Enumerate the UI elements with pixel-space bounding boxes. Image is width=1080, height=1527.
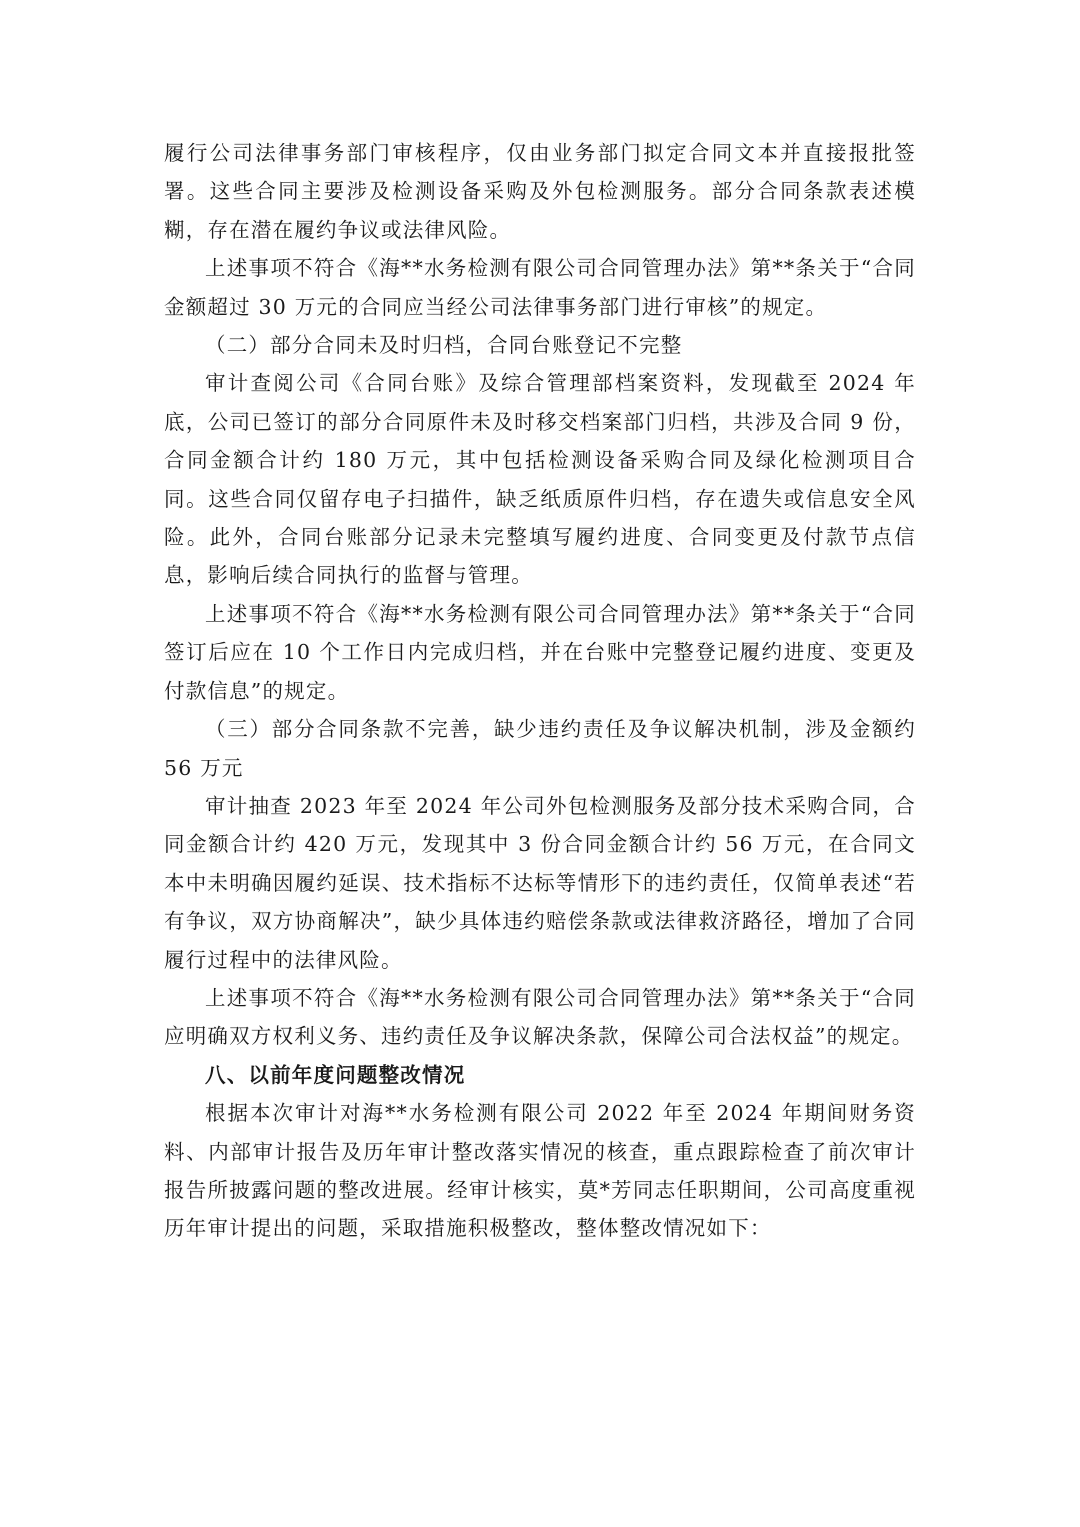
subheading-archiving: （二）部分合同未及时归档，合同台账登记不完整 [205, 333, 683, 358]
paragraph-contract-review: 履行公司法律事务部门审核程序，仅由业务部门拟定合同文本并直接报批签署。这些合同主要涉及检测设备采购及外包检测服务。部分合同条款表述模糊，存在潜在履约争议或法律风险。 [164, 141, 916, 242]
paragraph-regulation-terms: 上述事项不符合《海**水务检测有限公司合同管理办法》第**条关于“合同应明确双方权利义务、违约责任及争议解决条款，保障公司合法权益”的规定。 [164, 985, 916, 1049]
subheading-contract-terms: （三）部分合同条款不完善，缺少违约责任及争议解决机制，涉及金额约 56 万元 [164, 717, 916, 780]
paragraph-regulation-review: 上述事项不符合《海**水务检测有限公司合同管理办法》第**条关于“合同金额超过 30 万元的合同应当经公司法律事务部门进行审核”的规定。 [164, 256, 916, 319]
document-body [164, 134, 916, 1248]
paragraph-regulation-archiving: 上述事项不符合《海**水务检测有限公司合同管理办法》第**条关于“合同签订后应在 10 个工作日内完成归档，并在台账中完整登记履约进度、变更及付款信息”的规定。 [164, 601, 916, 703]
section-heading-rectification: 八、以前年度问题整改情况 [205, 1062, 466, 1087]
paragraph-contract-terms-findings: 审计抽查 2023 年至 2024 年公司外包检测服务及部分技术采购合同，合同金额合计约 420 万元，发现其中 3 份合同金额合计约 56 万元，在合同文本中未明确因履约延误、技术指标不达标等情形下的违约责任，仅简单表述“若有争议，双方协商解决”，缺少具体违约赔偿条款或法律救济路径，增加了合同履行过程中的法律风险。 [164, 793, 916, 972]
paragraph-rectification: 根据本次审计对海**水务检测有限公司 2022 年至 2024 年期间财务资料、内部审计报告及历年审计整改落实情况的核查，重点跟踪检查了前次审计报告所披露问题的整改进展。经审计核实，莫*芳同志任职期间，公司高度重视历年审计提出的问题，采取措施积极整改，整体整改情况如下： [164, 1101, 916, 1241]
paragraph-archiving-findings: 审计查阅公司《合同台账》及综合管理部档案资料，发现截至 2024 年底，公司已签订的部分合同原件未及时移交档案部门归档，共涉及合同 9 份，合同金额合计约 180 万元，其中包括检测设备采购合同及绿化检测项目合同。这些合同仅留存电子扫描件，缺乏纸质原件归档，存在遗失或信息安全风险。此外，合同台账部分记录未完整填写履约进度、合同变更及付款节点信息，影响后续合同执行的监督与管理。 [164, 371, 916, 588]
